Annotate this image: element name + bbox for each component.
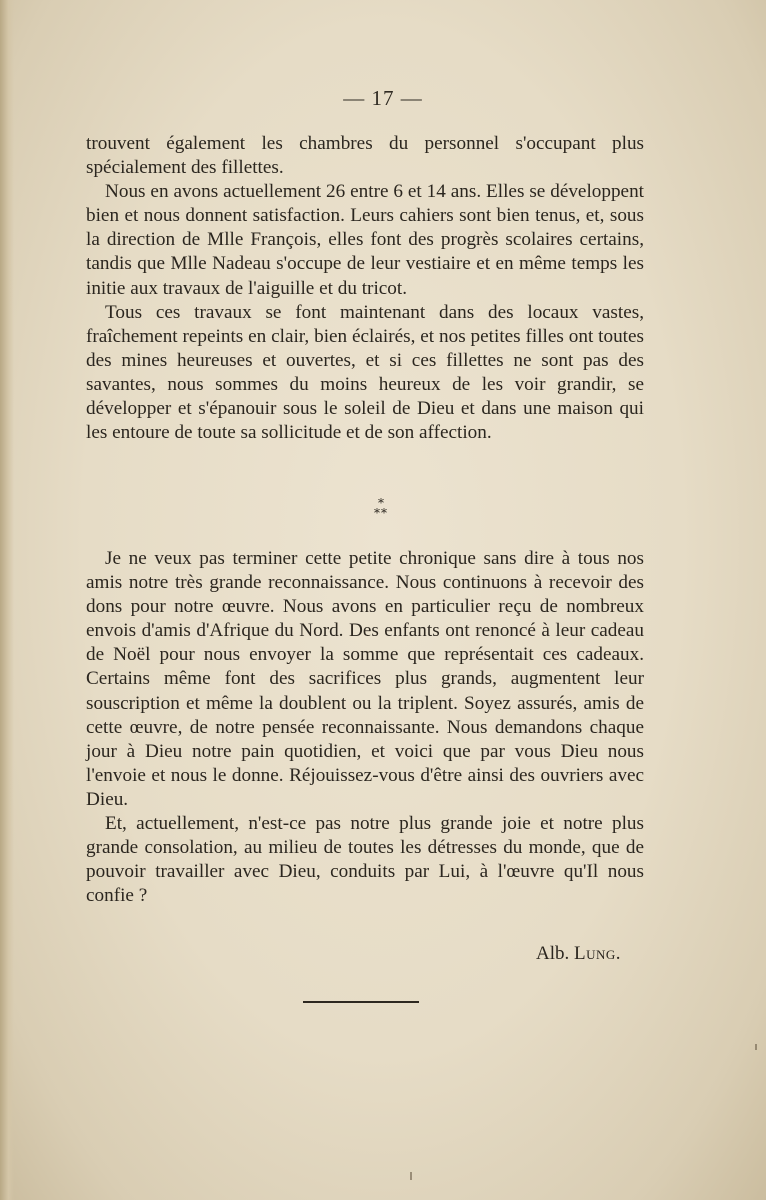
paragraph-children-count: Nous en avons actuellement 26 entre 6 et 14 ans. Elles se développent bien et nous donnent satisfaction. Leurs cahiers sont bien tenus, et, sous la direction de Mlle François, elles font des progrès scolaires certains, tandis que Mlle Nadeau s'occupe de leur vestiaire et en même temps les initie aux travaux de l'aiguille et du tricot. [86, 181, 644, 299]
signature-prefix: Alb. [535, 943, 570, 964]
paragraph-gratitude: Je ne veux pas terminer cette petite chronique sans dire à tous nos amis notre très grande reconnaissance. Nous continuons à recevoir des dons pour notre œuvre. Nous avons en particulier reçu de nombreux envois d'amis d'Afrique du Nord. Des enfants ont renoncé à leur cadeau de Noël pour nous envoyer la somme que représentait ces cadeaux. Certains même font des sacrifices plus grands, augmentent leur souscription et même la doublent ou la triplent. Soyez assurés, amis de cette œuvre, de notre pensée reconnaissante. Nous demandons chaque jour à Dieu notre pain quotidien, et voici que par vous Dieu nous l'envoie et nous le donne. Réjouissez-vous d'être ainsi des ouvriers avec Dieu. [86, 548, 644, 810]
paper-mark [410, 1172, 412, 1180]
paragraph-premises: Tous ces travaux se font maintenant dans des locaux vastes, fraîchement repeints en clair, bien éclairés, et nos petites filles ont toutes des mines heureuses et ouvertes, et si ces fillettes ne sont pas des savantes, nous sommes du moins heureux de les voir grandir, se développer et s'épanouir sous le soleil de Dieu et dans une maison qui les entoure de toute sa sollicitude et de son affection. [86, 301, 644, 444]
page-binding-edge [0, 0, 14, 1200]
text-block-bottom [86, 547, 644, 908]
paper-mark [755, 1044, 757, 1050]
end-rule [303, 1001, 419, 1003]
section-divider-asterism [0, 498, 766, 518]
text-block-top [86, 132, 644, 445]
paragraph-continuation: trouvent également les chambres du personnel s'occupant plus spécialement des fillettes. [86, 133, 644, 179]
author-signature [536, 943, 621, 965]
paragraph-conclusion: Et, actuellement, n'est-ce pas notre plus grande joie et notre plus grande consolation, au milieu de toutes les détresses du monde, que de pouvoir travailler avec Dieu, conduits par Lui, à l'œuvre qu'Il nous confie ? [86, 813, 644, 907]
signature-name: Lung. [573, 943, 621, 964]
page-number: — 17 — [343, 86, 423, 110]
asterism-bottom: ** [374, 506, 388, 520]
asterism-top: * [378, 496, 384, 510]
